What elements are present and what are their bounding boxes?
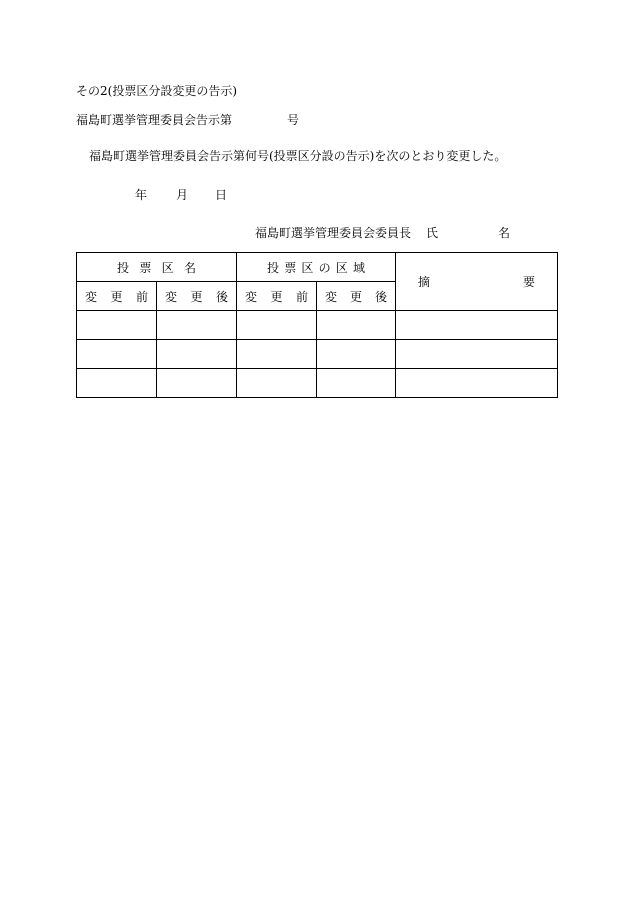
name-before-header xyxy=(77,282,157,311)
notice-number-suffix: 号 xyxy=(287,113,300,127)
area-before-header xyxy=(237,282,317,311)
sub-header-char: 変 xyxy=(165,289,178,304)
date-month-label: 月 xyxy=(176,188,189,202)
body-text: 福島町選挙管理委員会告示第何号(投票区分設の告示)を次のとおり変更した。 xyxy=(89,149,507,163)
district-area-char: 投 xyxy=(267,260,280,275)
table-cell xyxy=(317,369,396,398)
sub-header-char: 変 xyxy=(85,289,98,304)
table-row xyxy=(77,340,558,369)
date-day-label: 日 xyxy=(215,188,228,202)
sub-header-char: 更 xyxy=(270,289,283,304)
date-year-label: 年 xyxy=(135,188,148,202)
summary-header xyxy=(396,253,558,311)
sub-header-char: 変 xyxy=(325,289,338,304)
table-cell xyxy=(396,311,558,340)
district-area-header xyxy=(237,253,396,282)
district-area-char: 域 xyxy=(352,260,365,275)
sub-header-char: 前 xyxy=(295,289,308,304)
sub-header-char: 後 xyxy=(215,289,228,304)
district-name-char: 票 xyxy=(139,260,152,275)
table-cell xyxy=(237,369,317,398)
table-row xyxy=(77,311,558,340)
sub-header-char: 後 xyxy=(374,289,387,304)
signature-name-label-2: 名 xyxy=(498,226,511,240)
table-cell xyxy=(317,340,396,369)
sub-header-char: 変 xyxy=(245,289,258,304)
table-cell xyxy=(396,369,558,398)
district-name-char: 区 xyxy=(161,260,174,275)
district-area-char: 区 xyxy=(301,260,314,275)
table-cell xyxy=(396,340,558,369)
table-cell xyxy=(157,311,237,340)
district-name-char: 名 xyxy=(183,260,196,275)
notice-number-prefix: 福島町選挙管理委員会告示第 xyxy=(76,113,233,127)
table-cell xyxy=(157,340,237,369)
date-line xyxy=(135,187,227,203)
district-area-char: 区 xyxy=(335,260,348,275)
table-cell xyxy=(317,311,396,340)
table-cell xyxy=(237,311,317,340)
sub-header-char: 更 xyxy=(349,289,362,304)
sub-header-char: 更 xyxy=(190,289,203,304)
signature-line xyxy=(255,225,510,241)
signature-name-label-1: 氏 xyxy=(426,226,439,240)
heading: その2(投票区分設変更の告示) xyxy=(76,84,237,98)
district-name-char: 投 xyxy=(117,260,130,275)
table-cell xyxy=(237,340,317,369)
district-area-char: の xyxy=(318,260,331,275)
summary-char: 要 xyxy=(522,275,535,289)
district-area-char: 票 xyxy=(284,260,297,275)
table-cell xyxy=(77,311,157,340)
district-name-header xyxy=(77,253,237,282)
notice-number xyxy=(76,112,299,128)
summary-char: 摘 xyxy=(418,275,431,289)
table-cell xyxy=(77,369,157,398)
sub-header-char: 更 xyxy=(110,289,123,304)
table-cell xyxy=(157,369,237,398)
table-row xyxy=(77,369,558,398)
sub-header-char: 前 xyxy=(135,289,148,304)
table-cell xyxy=(77,340,157,369)
name-after-header xyxy=(157,282,237,311)
change-table xyxy=(76,252,558,398)
signature-title: 福島町選挙管理委員会委員長 xyxy=(255,226,412,240)
area-after-header xyxy=(317,282,396,311)
